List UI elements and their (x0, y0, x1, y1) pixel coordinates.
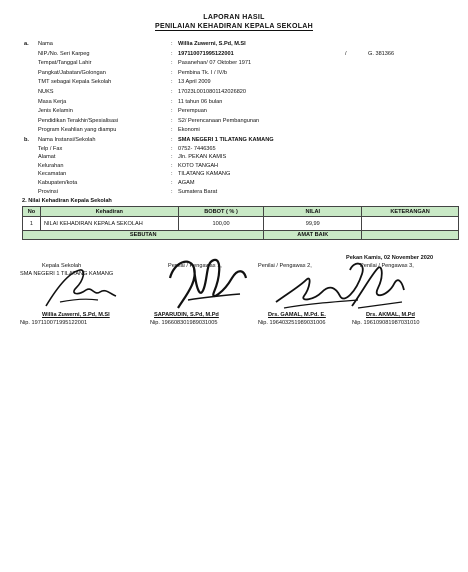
info-value: SMA NEGERI 1 TILATANG KAMANG (178, 137, 274, 143)
penilai1-nip: Nip. 196608301989031005 (150, 320, 218, 326)
table-row (23, 217, 459, 231)
info-value: 197110071995122001 (178, 50, 234, 57)
colon-separator: : (171, 137, 173, 143)
info-value: AGAM (178, 180, 195, 186)
info-value: Perempuan (178, 108, 207, 115)
kepala-title: Kepala Sekolah (42, 263, 82, 269)
penilai2-name: Drs. GAMAL, M.Pd. E. (268, 312, 326, 318)
attendance-table (22, 206, 459, 240)
report-subtitle: PENILAIAN KEHADIRAN KEPALA SEKOLAH (155, 23, 313, 30)
kepala-school: SMA NEGERI 1 TILATANG KAMANG (20, 271, 114, 277)
colon-separator: : (171, 41, 173, 47)
info-label: Kecamatan (38, 171, 67, 178)
info-label: Nama (38, 41, 53, 47)
karpeg-slash: / (345, 51, 347, 57)
karpeg-number: G. 381366 (368, 51, 395, 57)
penilai2-title: Penilai / Pengawas 2, (258, 263, 312, 269)
info-value: Sumatera Barat (178, 188, 218, 195)
colon-separator: : (171, 154, 173, 161)
colon-separator: : (171, 108, 173, 115)
section-2-heading: 2. Nilai Kehadiran Kepala Sekolah (22, 198, 112, 204)
info-label: Kabupaten/kota (38, 180, 78, 186)
cell-keterangan (362, 217, 459, 231)
colon-separator: : (171, 117, 173, 124)
info-label: NIP./No. Seri Karpeg (38, 50, 90, 57)
info-value: Willia Zuwerni, S.Pd, M.SI (178, 41, 246, 47)
penilai3-name: Drs. AKMAL, M.Pd (366, 312, 415, 318)
info-label: Alamat (38, 154, 56, 161)
sebutan-row (23, 231, 459, 240)
penilai3-nip: Nip. 196109081987031010 (352, 320, 420, 326)
col-header-no: No (23, 207, 41, 217)
penilai2-nip: Nip. 196403251989031006 (258, 320, 326, 326)
kepala-nip: Nip. 197110071995122001 (20, 320, 88, 326)
kepala-name: Willia Zuwerni, S.Pd, M.SI (42, 312, 110, 318)
col-header-bobot: BOBOT ( % ) (178, 207, 264, 217)
info-value: S2/ Perencanaan Pembangunan (178, 117, 260, 124)
penilai3-signature (344, 262, 408, 314)
info-value: Pembina Tk. I / IV/b (178, 69, 228, 76)
cell-kehadiran: NILAI KEHADIRAN KEPALA SEKOLAH (40, 217, 178, 231)
kepala-signature (40, 266, 120, 312)
colon-separator: : (171, 60, 173, 67)
colon-separator: : (171, 50, 173, 57)
info-label: Tempat/Tanggal Lahir (38, 60, 92, 67)
info-label: Pendidikan Terakhir/Spesialisasi (38, 117, 119, 124)
col-header-nilai: NILAI (264, 207, 362, 217)
info-label: Nama Instansi/Sekolah (38, 137, 96, 143)
info-value: 11 tahun 06 bulan (178, 98, 223, 105)
penilai1-name: SAPARUDIN, S.Pd, M.Pd (154, 312, 219, 318)
cell-no: 1 (23, 217, 41, 231)
colon-separator: : (171, 79, 173, 86)
colon-separator: : (171, 69, 173, 76)
info-label: NUKS (38, 89, 54, 95)
cell-bobot: 100,00 (178, 217, 264, 231)
colon-separator: : (171, 162, 173, 169)
info-value: 17023L0010801142026820 (178, 89, 247, 95)
colon-separator: : (171, 145, 173, 152)
info-label: TMT sebagai Kepala Sekolah (38, 79, 112, 86)
penilai1-signature (160, 248, 250, 314)
info-label: Kelurahan (38, 162, 64, 169)
col-header-kehadiran: Kehadiran (40, 207, 178, 217)
sebutan-label: SEBUTAN (23, 231, 264, 240)
info-value: TILATANG KAMANG (178, 171, 231, 178)
colon-separator: : (171, 180, 173, 186)
colon-separator: : (171, 89, 173, 95)
info-value: 13 April 2009 (178, 79, 211, 86)
colon-separator: : (171, 127, 173, 134)
section-b-letter: b. (24, 137, 29, 143)
info-value: Ekonomi (178, 127, 200, 134)
info-label: Pangkat/Jabatan/Golongan (38, 69, 106, 76)
place-date: Pekan Kamis, 02 November 2020 (346, 255, 434, 261)
cell-nilai: 99,99 (264, 217, 362, 231)
info-label: Program Keahlian yang diampu (38, 127, 117, 134)
sebutan-empty (362, 231, 459, 240)
section-a-letter: a. (24, 41, 29, 47)
sebutan-value: AMAT BAIK (264, 231, 362, 240)
colon-separator: : (171, 188, 173, 195)
info-label: Telp / Fax (38, 145, 63, 152)
colon-separator: : (171, 98, 173, 105)
info-value: Pasanehan/ 07 Oktober 1971 (178, 60, 252, 67)
info-value: KOTO TANGAH (178, 162, 219, 169)
info-value: 0752- 7446365 (178, 145, 216, 152)
info-label: Masa Kerja (38, 98, 67, 105)
penilai3-title: Penilai / Pengawas 3, (360, 263, 414, 269)
col-header-keterangan: KETERANGAN (362, 207, 459, 217)
table-header-row (23, 207, 459, 217)
info-value: Jln. PEKAN KAMIS (178, 154, 227, 161)
colon-separator: : (171, 171, 173, 178)
penilai1-title: Penilai / Pengawas 1, (168, 263, 222, 269)
info-label: Jenis Kelamin (38, 108, 73, 115)
report-title: LAPORAN HASIL (203, 14, 265, 21)
info-label: Provinsi (38, 188, 58, 195)
